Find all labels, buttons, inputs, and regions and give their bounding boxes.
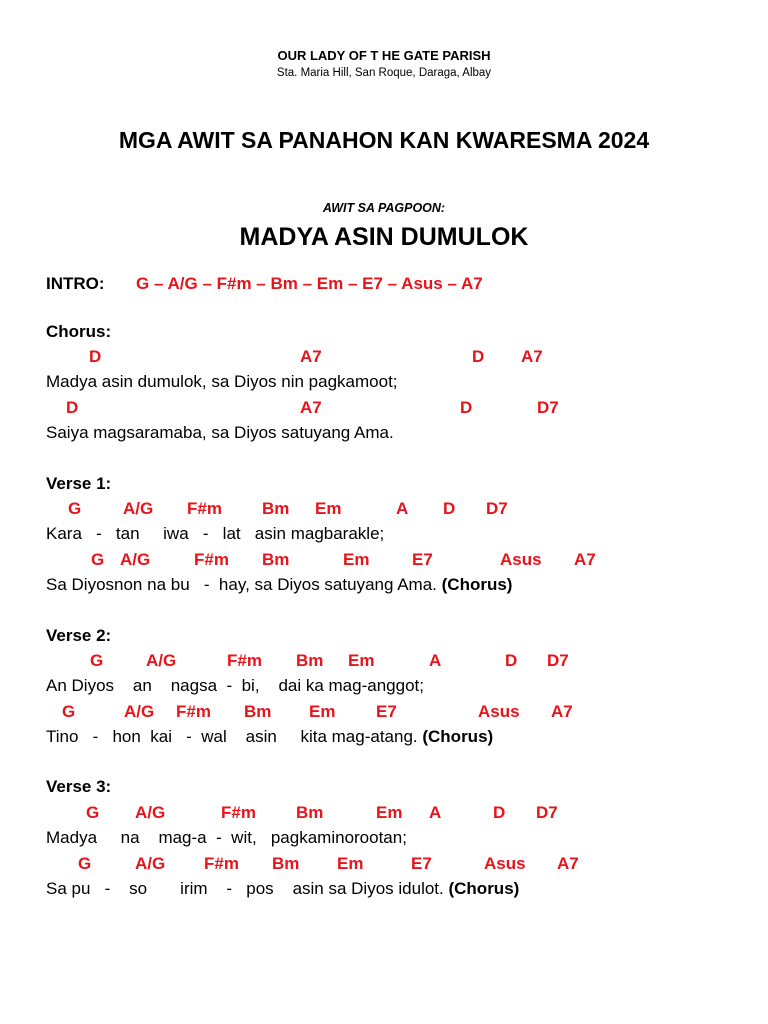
parish-name: OUR LADY OF T HE GATE PARISH <box>277 48 491 63</box>
chord: A/G <box>135 803 166 822</box>
chord: A <box>396 499 409 518</box>
chord: A/G <box>146 651 177 670</box>
chorus-tag: (Chorus) <box>448 879 520 898</box>
chord: G <box>62 702 76 721</box>
chord: Asus <box>478 702 520 721</box>
chord: D <box>443 499 456 518</box>
chord: A7 <box>574 550 596 569</box>
verse-2-label: Verse 2: <box>46 626 112 645</box>
lyric-line: Kara - tan iwa - lat asin magbarakle; <box>46 524 385 543</box>
chord: G <box>91 550 105 569</box>
chord: A7 <box>300 398 322 417</box>
song-subtitle: AWIT SA PAGPOON: <box>322 201 446 215</box>
chord: A/G <box>120 550 151 569</box>
lyric-line: An Diyos an nagsa - bi, dai ka mag-anggot; <box>46 676 424 695</box>
chord: D7 <box>536 803 558 822</box>
chord: G <box>86 803 100 822</box>
intro-chords: G – A/G – F#m – Bm – Em – E7 – Asus – A7 <box>136 274 483 293</box>
chord: Bm <box>296 803 324 822</box>
chord: E7 <box>411 854 432 873</box>
chord: F#m <box>227 651 262 670</box>
lyric-line: Madya na mag-a - wit, pagkaminorootan; <box>46 828 407 847</box>
chord: Em <box>309 702 336 721</box>
chorus-tag: (Chorus) <box>441 575 513 594</box>
chord: Bm <box>272 854 300 873</box>
chord: F#m <box>204 854 239 873</box>
chord: D <box>493 803 506 822</box>
chord: D7 <box>547 651 569 670</box>
chord: D7 <box>486 499 508 518</box>
chord: D <box>505 651 518 670</box>
chord: Asus <box>500 550 542 569</box>
chord: D <box>66 398 79 417</box>
song-title: MADYA ASIN DUMULOK <box>239 223 529 251</box>
chord: E7 <box>376 702 397 721</box>
chord: A <box>429 651 442 670</box>
chord: G <box>68 499 82 518</box>
intro-label: INTRO: <box>46 274 105 293</box>
chord: F#m <box>176 702 211 721</box>
verse-3-label: Verse 3: <box>46 777 112 796</box>
lyric-line: Sa pu - so irim - pos asin sa Diyos idulot. (Chorus) <box>46 879 520 898</box>
chord: Bm <box>296 651 324 670</box>
chord: A/G <box>124 702 155 721</box>
chord: Bm <box>244 702 272 721</box>
chord: Em <box>337 854 364 873</box>
chord: D <box>472 347 485 366</box>
chord: F#m <box>221 803 256 822</box>
lyric-line: Madya asin dumulok, sa Diyos nin pagkamoot; <box>46 372 398 391</box>
chord: A/G <box>123 499 154 518</box>
lyric-line: Tino - hon kai - wal asin kita mag-atang. (Chorus) <box>46 727 494 746</box>
chord: A <box>429 803 442 822</box>
chord: E7 <box>412 550 433 569</box>
chord: Em <box>315 499 342 518</box>
verse-1-label: Verse 1: <box>46 474 112 493</box>
chord: Em <box>376 803 403 822</box>
lyric-line: Saiya magsaramaba, sa Diyos satuyang Ama. <box>46 423 394 442</box>
chord: Bm <box>262 550 290 569</box>
chord: D7 <box>537 398 559 417</box>
chorus-tag: (Chorus) <box>422 727 494 746</box>
chord: A/G <box>135 854 166 873</box>
parish-address: Sta. Maria Hill, San Roque, Daraga, Albay <box>276 67 492 79</box>
chord: A7 <box>300 347 322 366</box>
chord: Asus <box>484 854 526 873</box>
chord: F#m <box>187 499 222 518</box>
chord: F#m <box>194 550 229 569</box>
chord: G <box>90 651 104 670</box>
chord: G <box>78 854 92 873</box>
chord: D <box>89 347 102 366</box>
chord: A7 <box>557 854 579 873</box>
chord: Em <box>348 651 375 670</box>
chord: Bm <box>262 499 290 518</box>
document-title: MGA AWIT SA PANAHON KAN KWARESMA 2024 <box>118 127 650 153</box>
lyric-line: Sa Diyosnon na bu - hay, sa Diyos satuyang Ama. (Chorus) <box>46 575 513 594</box>
chord: A7 <box>551 702 573 721</box>
chord: A7 <box>521 347 543 366</box>
chord: Em <box>343 550 370 569</box>
chord: D <box>460 398 473 417</box>
chorus-label: Chorus: <box>46 322 112 341</box>
